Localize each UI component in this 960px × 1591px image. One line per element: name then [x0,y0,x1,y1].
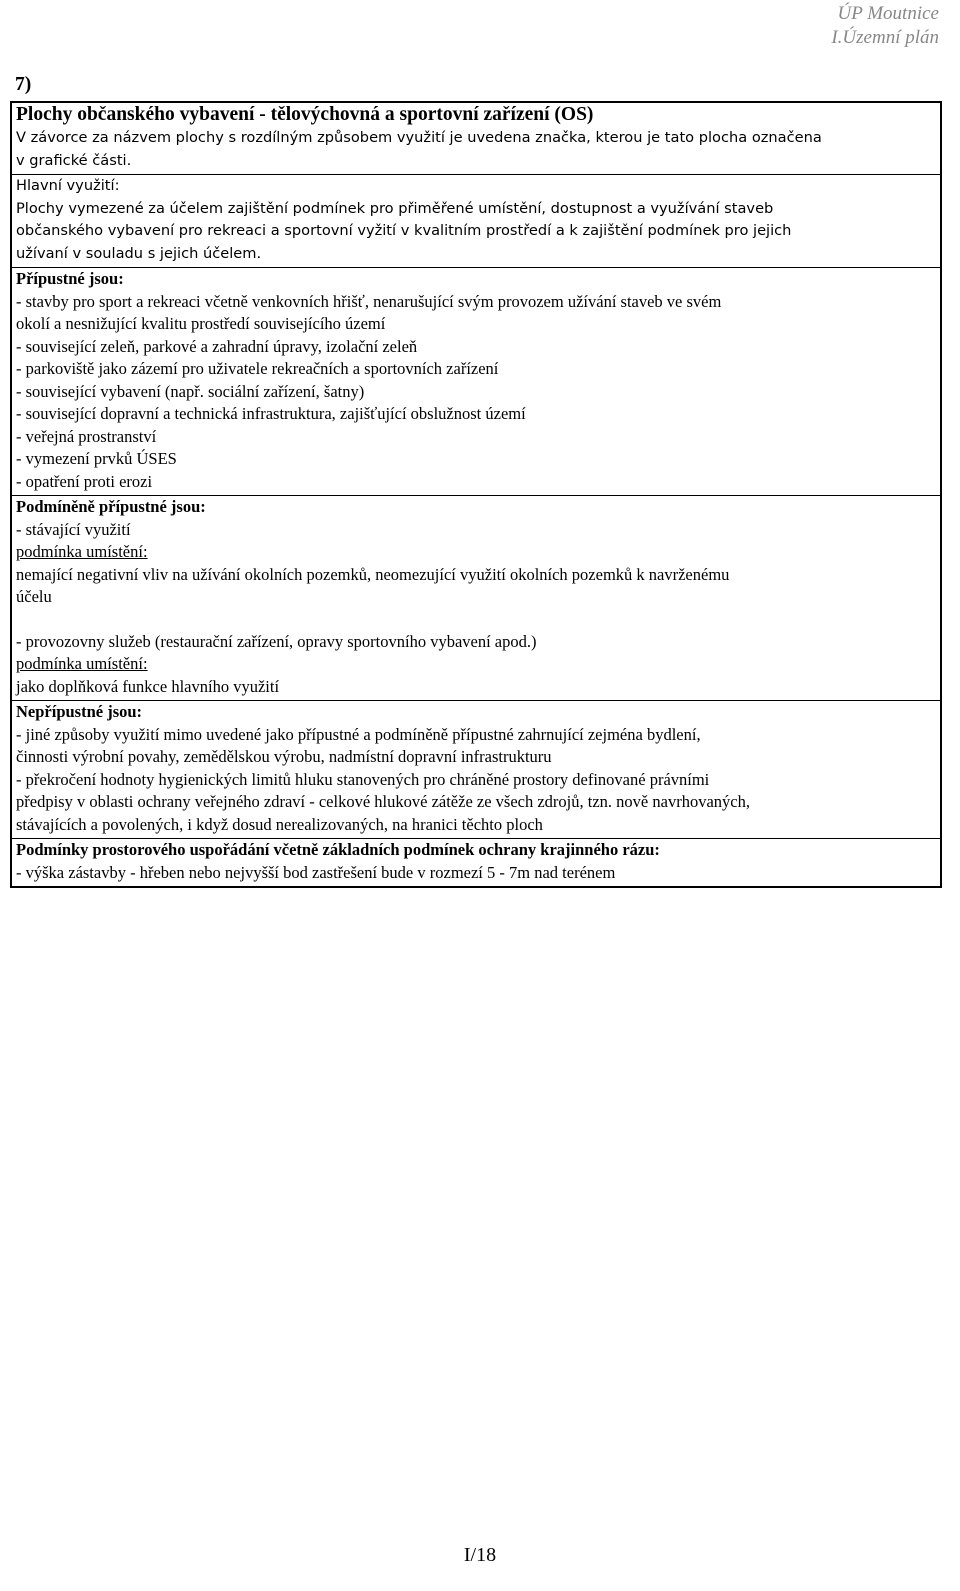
document-header [831,2,939,50]
condition-text: nemající negativní vliv na užívání okolních pozemků, neomezující využití okolních pozemků k navrženému [16,564,730,584]
not-permitted-text: stávajících a povolených, i když dosud nerealizovaných, na hranici těchto ploch [16,814,543,834]
permitted-row [10,268,942,496]
permitted-item: - veřejná prostranství [16,426,157,446]
main-use-text: občanského vybavení pro rekreaci a sportovní vyžití v kvalitním prostředí a k zajištění podmínek pro jejich [16,222,792,239]
not-permitted-row [10,701,942,839]
main-use-text: užívaní v souladu s jejich účelem. [16,244,262,262]
title-row [10,101,942,175]
spatial-text: - výška zástavby - hřeben nebo nejvyšší bod zastřešení bude v rozmezí 5 - 7m nad terénem [16,862,616,882]
permitted-item: - související vybavení (např. sociální zařízení, šatny) [16,381,365,401]
main-use-heading: Hlavní využití: [16,177,120,194]
intro-text-line: v grafické části. [16,151,132,169]
intro-text-line: V závorce za názvem plochy s rozdílným způsobem využití je uvedena značka, kterou je tato plocha označena [16,129,822,146]
not-permitted-text: předpisy v oblasti ochrany veřejného zdraví - celkové hlukové zátěže ze všech zdrojů, tzn. nově navrhovaných, [16,792,750,811]
spatial-heading: Podmínky prostorového uspořádání včetně základních podmínek ochrany krajinného rázu: [16,840,660,859]
permitted-item: okolí a nesnižující kvalitu prostředí souvisejícího území [16,314,386,333]
regulation-table [10,101,942,888]
header-plan-name: ÚP Moutnice [837,3,939,24]
condition-text: jako doplňková funkce hlavního využití [16,676,280,696]
conditional-row [10,496,942,701]
section-number: 7) [15,74,32,95]
spacer [16,609,936,631]
not-permitted-text: - překročení hodnoty hygienických limitů hluku stanovených pro chráněné prostory definované právními [16,769,710,789]
not-permitted-heading: Nepřípustné jsou: [16,702,143,721]
header-section-name: I.Územní plán [831,27,939,48]
page-number: I/18 [463,1544,497,1566]
not-permitted-text: činnosti výrobní povahy, zemědělskou výrobu, nadmístní dopravní infrastrukturu [16,747,552,766]
conditional-item: - stávající využití [16,519,131,539]
permitted-item: - vymezení prvků ÚSES [16,449,177,468]
conditional-heading: Podmíněně přípustné jsou: [16,497,206,516]
permitted-heading: Přípustné jsou: [16,269,124,288]
condition-label: podmínka umístění: [16,542,148,561]
condition-label: podmínka umístění: [16,654,148,673]
permitted-item: - související zeleň, parkové a zahradní úpravy, izolační zeleň [16,336,418,356]
main-use-row [10,175,942,268]
conditional-item: - provozovny služeb (restaurační zařízení, opravy sportovního vybavení apod.) [16,631,537,651]
section-title: Plochy občanského vybavení - tělovýchovná a sportovní zařízení (OS) [16,104,594,125]
condition-text: účelu [16,587,52,606]
permitted-item: - stavby pro sport a rekreaci včetně venkovních hřišť, nenarušující svým provozem užívání staveb ve svém [16,291,722,311]
not-permitted-text: - jiné způsoby využití mimo uvedené jako přípustné a podmíněně přípustné zahrnující zejména bydlení, [16,724,701,744]
permitted-item: - opatření proti erozi [16,471,153,491]
permitted-item: - parkoviště jako zázemí pro uživatele rekreačních a sportovních zařízení [16,359,499,378]
permitted-item: - související dopravní a technická infrastruktura, zajišťující obslužnost území [16,404,526,423]
spatial-conditions-row [10,839,942,888]
main-use-text: Plochy vymezené za účelem zajištění podmínek pro přiměřené umístění, dostupnost a využívání staveb [16,199,774,217]
